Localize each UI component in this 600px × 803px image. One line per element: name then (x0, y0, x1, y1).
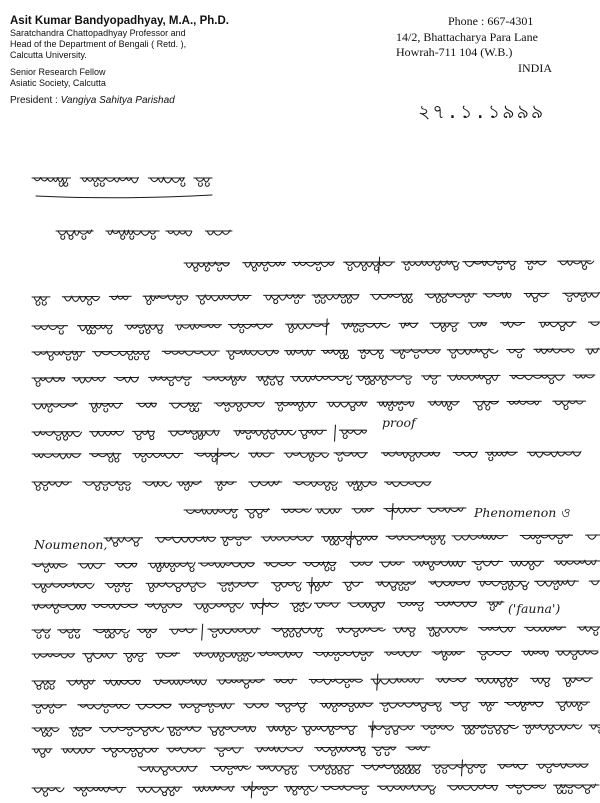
handwritten-word (69, 727, 91, 736)
handwritten-word (539, 322, 576, 331)
handwritten-word (109, 296, 131, 300)
handwritten-word (358, 350, 384, 359)
handwritten-word (290, 375, 352, 384)
danda-mark (350, 532, 351, 548)
danda-mark (379, 257, 380, 273)
handwritten-word (243, 262, 286, 271)
handwritten-word (217, 582, 258, 591)
handwritten-word (473, 401, 499, 410)
danda-mark (311, 578, 312, 594)
handwritten-word (577, 626, 600, 635)
handwritten-word (334, 452, 368, 461)
handwritten-word (133, 453, 183, 462)
handwritten-word (327, 402, 368, 411)
handwritten-word (452, 535, 508, 540)
handwritten-word (303, 562, 336, 571)
handwritten-word (138, 766, 197, 775)
handwritten-word (292, 262, 334, 271)
handwritten-word (166, 231, 192, 236)
handwritten-word (125, 324, 164, 333)
handwritten-word (32, 297, 50, 306)
president-label: President : (10, 95, 58, 106)
handwritten-word (90, 431, 124, 437)
handwritten-word (143, 482, 172, 487)
handwritten-word (136, 403, 156, 408)
handwritten-word (425, 293, 477, 302)
handwritten-word (563, 292, 600, 301)
handwritten-word (386, 535, 445, 544)
handwritten-word (393, 627, 415, 636)
handwritten-word (315, 747, 366, 756)
handwritten-word (376, 581, 416, 590)
handwritten-word (346, 481, 377, 490)
handwritten-word (32, 788, 64, 797)
handwritten-word (124, 653, 147, 661)
handwritten-word (309, 765, 354, 774)
handwritten-word (255, 747, 303, 752)
handwritten-word (153, 679, 206, 685)
handwritten-word (179, 703, 235, 712)
handwritten-word (155, 537, 215, 543)
handwritten-word (32, 403, 77, 412)
handwritten-word (390, 349, 440, 358)
handwritten-word (475, 678, 518, 687)
handwritten-word (479, 702, 498, 711)
handwritten-word (196, 295, 251, 305)
handwritten-word (115, 563, 137, 568)
handwritten-word (509, 561, 544, 570)
handwritten-word (208, 726, 256, 735)
handwritten-word (498, 764, 528, 769)
handwritten-word (563, 678, 593, 687)
handwritten-word (506, 785, 546, 794)
handwritten-word (284, 786, 317, 795)
handwritten-word (285, 350, 316, 355)
handwritten-word (343, 582, 363, 591)
address-country: INDIA (518, 60, 552, 75)
handwritten-word (208, 628, 260, 638)
handwritten-word (92, 604, 138, 609)
handwritten-word (228, 324, 272, 333)
handwritten-word (483, 293, 511, 298)
handwritten-word (102, 748, 159, 757)
handwritten-word (505, 702, 544, 711)
handwritten-word (588, 322, 600, 325)
handwritten-word (32, 583, 94, 592)
handwritten-word (356, 375, 412, 384)
danda-mark (251, 782, 252, 798)
handwritten-word (241, 786, 277, 795)
handwritten-word (462, 725, 519, 734)
handwritten-word (184, 262, 229, 271)
handwritten-word (427, 508, 466, 513)
handwritten-word (274, 679, 297, 684)
handwritten-word (32, 454, 81, 459)
handwritten-word (184, 509, 238, 518)
handwritten-word (284, 452, 329, 461)
handwritten-word (377, 785, 435, 794)
handwritten-word (463, 261, 516, 270)
handwritten-word (32, 681, 55, 690)
handwritten-word (249, 452, 275, 457)
handwritten-word (554, 784, 599, 793)
handwritten-word (401, 261, 459, 270)
handwritten-word (450, 702, 470, 711)
handwritten-word (80, 177, 138, 186)
handwritten-word (78, 704, 130, 713)
handwritten-word (369, 725, 415, 734)
handwritten-word (371, 678, 423, 684)
handwritten-word (398, 602, 424, 611)
letter-date: ২৭.১.১৯৯৯ (418, 101, 546, 123)
handwritten-word (32, 482, 72, 491)
handwritten-word (573, 375, 595, 378)
handwritten-word (350, 562, 372, 567)
handwritten-word (379, 561, 404, 567)
handwritten-word (103, 680, 140, 686)
handwritten-word (312, 294, 359, 303)
phone-number: Phone : 667-4301 (448, 14, 534, 28)
handwritten-word (478, 627, 515, 632)
handwritten-word (137, 787, 182, 796)
handwritten-word (83, 653, 117, 662)
handwritten-word (257, 766, 299, 774)
handwritten-word (586, 535, 600, 539)
handwritten-word (372, 747, 396, 756)
handwritten-word (399, 323, 418, 328)
handwritten-word (105, 583, 132, 592)
handwritten-word (137, 629, 157, 638)
handwritten-word (78, 325, 113, 334)
handwritten-word (281, 508, 311, 512)
handwritten-word (250, 603, 278, 609)
handwritten-word (447, 349, 498, 358)
handwritten-word (421, 375, 440, 384)
handwritten-word (436, 678, 466, 683)
handwritten-word (589, 724, 600, 733)
title-line-1: Saratchandra Chattopadhyay Professor and (10, 28, 186, 38)
handwritten-word (74, 787, 126, 796)
handwritten-word (286, 323, 330, 333)
handwritten-word (313, 651, 373, 660)
handwritten-word (556, 701, 590, 710)
handwritten-word (321, 350, 348, 359)
handwritten-word (203, 376, 247, 385)
handwritten-word (214, 402, 264, 411)
handwritten-word (344, 262, 395, 271)
handwritten-word (536, 764, 588, 773)
handwritten-word (32, 325, 68, 334)
handwritten-word (114, 377, 139, 382)
salutation-underline (36, 195, 212, 198)
handwritten-word (194, 453, 239, 462)
handwritten-word (78, 564, 105, 569)
handwritten-word (477, 652, 512, 660)
word-proof: proof (382, 415, 416, 430)
handwritten-word (558, 261, 594, 270)
handwritten-word (428, 401, 460, 410)
handwritten-word (100, 727, 164, 736)
handwritten-word (427, 627, 468, 636)
handwritten-word (336, 628, 385, 637)
address-line-2: Howrah-711 104 (W.B.) (396, 45, 513, 59)
handwritten-word (32, 704, 66, 713)
handwritten-word (256, 376, 284, 385)
handwritten-word (430, 323, 459, 332)
handwritten-word (522, 651, 549, 657)
handwritten-word (106, 230, 159, 239)
handwritten-word (432, 651, 465, 660)
handwritten-word (132, 430, 154, 439)
handwritten-word (148, 177, 185, 186)
handwritten-word (32, 604, 86, 613)
handwritten-word (531, 678, 551, 686)
handwritten-word (264, 563, 296, 567)
handwritten-word (535, 580, 579, 589)
handwritten-word (217, 679, 265, 688)
handwritten-word (89, 453, 121, 462)
handwritten-word (554, 560, 600, 565)
handwritten-word (169, 629, 197, 635)
handwritten-word (556, 650, 599, 659)
handwritten-word (341, 323, 389, 332)
handwritten-word (245, 509, 270, 518)
handwritten-word (148, 562, 195, 571)
handwritten-word (362, 764, 421, 773)
fellow-line-1: Senior Research Fellow (10, 67, 106, 77)
handwritten-word (370, 294, 412, 303)
handwritten-word (523, 724, 582, 733)
handwritten-word (194, 603, 244, 612)
handwritten-word (316, 509, 342, 514)
handwritten-word (58, 629, 81, 638)
word-noumenon: Noumenon, (34, 537, 108, 552)
handwritten-word (428, 581, 470, 587)
handwritten-word (380, 702, 441, 711)
handwritten-word (194, 178, 212, 186)
handwritten-word (156, 653, 180, 658)
handwritten-word (146, 582, 206, 591)
handwritten-word (210, 766, 250, 775)
handwritten-word (272, 628, 324, 637)
handwritten-word (307, 582, 332, 591)
handwritten-word (261, 536, 313, 541)
handwritten-word (167, 727, 201, 736)
handwritten-word (32, 178, 71, 187)
handwritten-word (32, 377, 65, 386)
handwritten-word (249, 481, 282, 487)
handwritten-word (276, 703, 308, 712)
handwritten-word (469, 322, 487, 327)
handwritten-word (149, 376, 192, 385)
handwritten-word (198, 562, 254, 567)
author-name: Asit Kumar Bandyopadhyay, M.A., Ph.D. (10, 15, 229, 27)
handwritten-word (527, 451, 581, 457)
handwritten-word (447, 375, 500, 384)
danda-mark (462, 760, 463, 776)
handwritten-word (62, 296, 100, 305)
address-line-1: 14/2, Bhattacharya Para Lane (396, 29, 538, 44)
handwritten-word (32, 654, 75, 659)
handwritten-word (290, 602, 311, 611)
handwritten-word (524, 627, 566, 632)
handwritten-word (167, 747, 206, 753)
handwritten-word (520, 535, 572, 544)
handwritten-word (385, 482, 431, 487)
president-value: Vangiya Sahitya Parishad (60, 95, 175, 106)
handwritten-word (384, 651, 421, 656)
handwritten-word (340, 430, 367, 438)
handwritten-word (193, 786, 235, 791)
title-line-2: Head of the Department of Bengali ( Retd. ), (10, 39, 187, 49)
handwritten-word (586, 348, 600, 354)
handwritten-word (352, 508, 374, 513)
handwritten-word (299, 430, 327, 438)
handwritten-word (83, 481, 131, 490)
handwritten-word (32, 563, 67, 572)
handwritten-word (215, 481, 237, 490)
danda-mark (392, 504, 393, 520)
handwritten-word (510, 375, 565, 383)
handwritten-word (525, 261, 547, 270)
handwritten-word (169, 403, 202, 412)
handwritten-word (275, 402, 317, 411)
handwritten-word (32, 749, 52, 758)
handwritten-word (478, 581, 529, 590)
handwritten-word (553, 401, 586, 410)
handwritten-word (421, 726, 454, 735)
handwritten-word (104, 537, 143, 546)
handwritten-word (435, 602, 477, 607)
handwritten-word (143, 295, 188, 304)
handwritten-word (501, 322, 525, 328)
handwritten-word (293, 482, 338, 490)
handwritten-word (507, 401, 541, 405)
handwritten-word (487, 601, 504, 610)
handwritten-word (177, 481, 202, 490)
handwritten-word (413, 561, 466, 570)
word-phenomenon: Phenomenon ও (474, 505, 570, 520)
handwritten-word (205, 230, 232, 235)
handwritten-word (61, 748, 95, 753)
handwriting-strokes (32, 177, 600, 798)
handwritten-word (432, 764, 487, 773)
handwritten-word (485, 452, 517, 461)
fellow-line-2: Asiatic Society, Calcutta (10, 78, 106, 88)
handwritten-word (162, 351, 219, 355)
handwritten-word (322, 536, 378, 545)
handwritten-word (234, 430, 296, 439)
handwritten-word (381, 452, 440, 461)
danda-mark (372, 721, 373, 737)
handwritten-word (93, 629, 130, 638)
handwritten-word (32, 431, 82, 440)
handwritten-word (453, 452, 477, 457)
handwritten-word (93, 351, 150, 360)
handwritten-word (193, 652, 255, 661)
handwritten-word (32, 629, 50, 638)
danda-mark (326, 319, 327, 335)
handwritten-word (472, 561, 503, 570)
handwritten-word (589, 581, 600, 585)
handwritten-word (507, 349, 525, 358)
handwritten-word (321, 786, 369, 795)
handwritten-word (220, 537, 251, 546)
handwritten-word (309, 679, 363, 688)
handwritten-word (266, 726, 296, 735)
danda-mark (377, 674, 378, 690)
handwritten-word (406, 746, 430, 750)
handwritten-word (66, 680, 95, 689)
handwritten-word (320, 703, 373, 712)
handwritten-word (447, 785, 498, 791)
handwritten-word (136, 704, 171, 709)
handwritten-word (258, 652, 303, 658)
danda-mark (217, 448, 218, 464)
handwritten-word (244, 704, 269, 708)
handwritten-word (377, 401, 414, 410)
word-fauna: ('fauna') (508, 601, 561, 616)
danda-mark (335, 425, 336, 441)
handwritten-word (214, 748, 243, 757)
handwritten-word (348, 602, 385, 611)
handwritten-word (32, 351, 85, 360)
handwritten-word (384, 508, 421, 513)
handwritten-word (32, 728, 59, 737)
danda-mark (262, 599, 263, 615)
handwritten-word (168, 430, 220, 439)
handwritten-word (72, 377, 106, 383)
handwritten-word (315, 603, 341, 608)
handwritten-word (302, 726, 357, 735)
title-line-3: Calcutta University. (10, 50, 87, 60)
handwritten-word (56, 230, 93, 239)
danda-mark (202, 624, 203, 640)
handwritten-word (89, 403, 123, 412)
handwritten-word (145, 604, 182, 613)
handwritten-word (524, 293, 549, 302)
handwritten-word (264, 295, 306, 304)
handwritten-word (271, 582, 301, 591)
handwritten-word (534, 349, 575, 354)
handwritten-word (226, 350, 279, 359)
handwritten-word (175, 324, 221, 330)
